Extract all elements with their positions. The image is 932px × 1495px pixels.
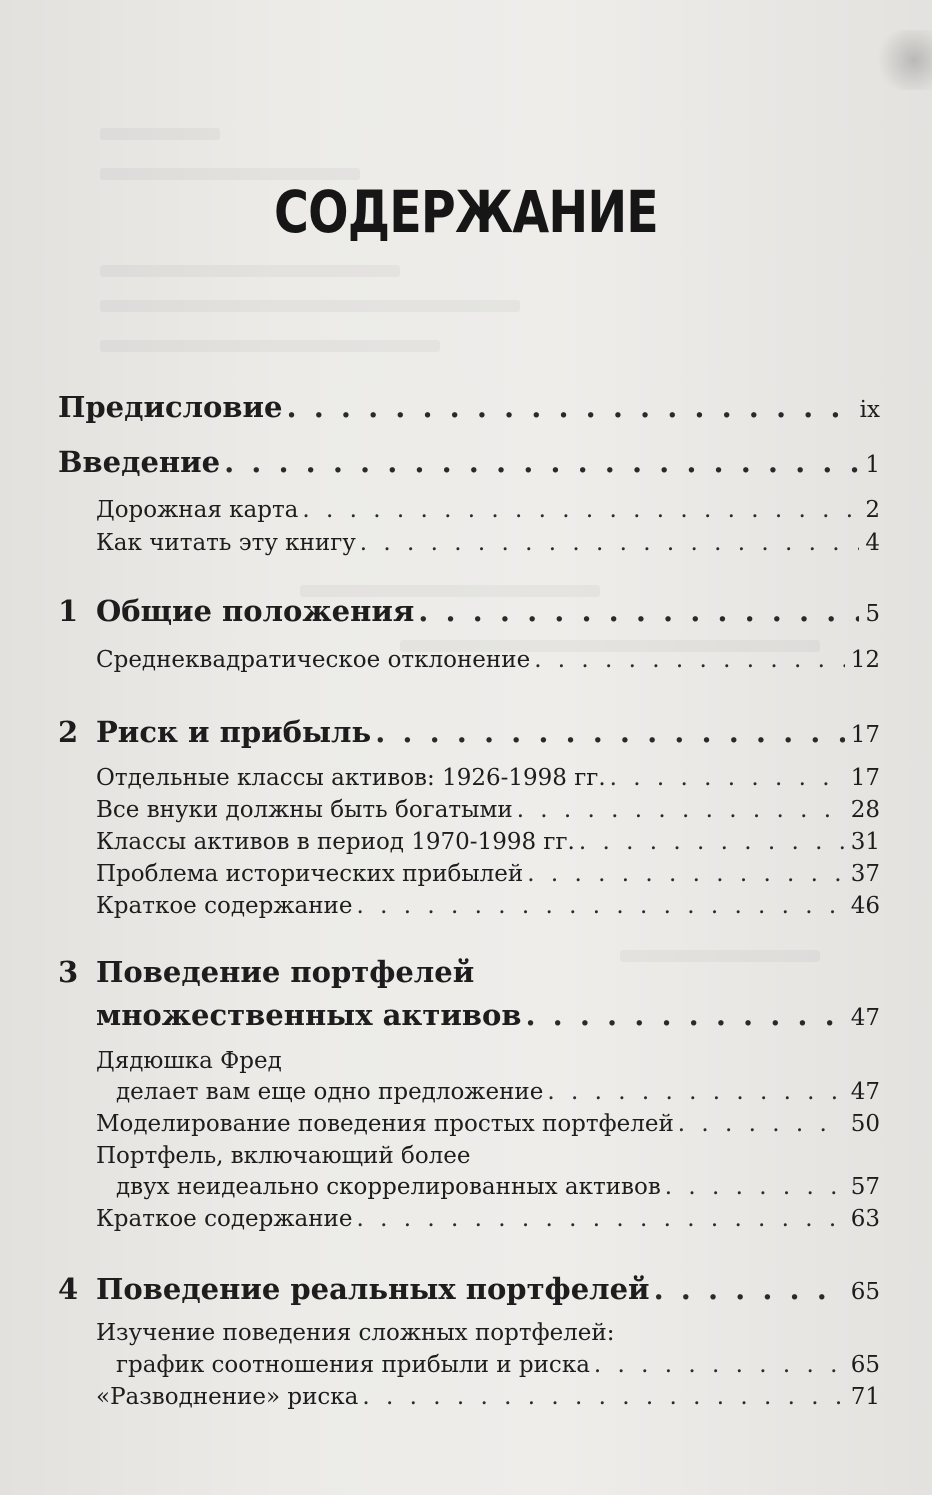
toc-entry-label: «Разводнение» риска	[96, 1384, 359, 1410]
show-through-line	[100, 128, 220, 140]
toc-entry-label: Поведение реальных портфелей	[96, 1272, 650, 1306]
leader-dots	[362, 1384, 844, 1410]
toc-page-number: 1	[865, 452, 880, 478]
toc-subentry	[96, 1111, 880, 1137]
toc-entry-label: двух неидеально скоррелированных активов	[116, 1174, 661, 1200]
toc-subentry	[116, 1174, 880, 1200]
leader-dots	[547, 1079, 844, 1105]
leader-dots	[654, 1272, 845, 1306]
toc-page-number: 57	[850, 1174, 880, 1200]
page-title: СОДЕРЖАНИЕ	[274, 178, 658, 246]
toc-page-number: ix	[859, 397, 880, 423]
leader-dots	[224, 445, 859, 479]
toc-subentry	[96, 861, 880, 887]
chapter-number: 2	[58, 715, 79, 749]
leader-dots	[594, 1352, 845, 1378]
leader-dots	[356, 893, 844, 919]
toc-entry-label: Предисловие	[58, 390, 283, 424]
toc-page-number: 4	[865, 530, 880, 556]
toc-page-number: 71	[850, 1384, 880, 1410]
toc-subentry	[96, 1206, 880, 1232]
toc-page-number: 2	[865, 497, 880, 523]
toc-entry-label: делает вам еще одно предложение	[116, 1079, 544, 1105]
toc-subentry	[96, 1384, 880, 1410]
toc-page-number: 65	[850, 1352, 880, 1378]
chapter-number: 4	[58, 1272, 79, 1306]
toc-entry-label: Краткое содержание	[96, 893, 353, 919]
toc-entry-label: Отдельные классы активов: 1926-1998 гг.	[96, 765, 606, 791]
toc-entry-label: Риск и прибыль	[96, 715, 372, 749]
toc-entry-chapter-4	[58, 1272, 880, 1306]
toc-page-number: 17	[850, 765, 880, 791]
toc-page-number: 47	[850, 1079, 880, 1105]
leader-dots	[418, 594, 859, 628]
leader-dots	[302, 497, 859, 523]
leader-dots	[534, 647, 845, 673]
toc-entry-preface	[58, 390, 880, 424]
show-through-line	[100, 300, 520, 312]
toc-entry-label: Краткое содержание	[96, 1206, 353, 1232]
toc-subentry	[96, 893, 880, 919]
chapter-number: 1	[58, 594, 79, 628]
toc-entry-chapter-3	[96, 998, 880, 1032]
toc-subentry-first-line: Изучение поведения сложных портфелей:	[96, 1320, 615, 1346]
toc-entry-label: Все внуки должны быть богатыми	[96, 797, 513, 823]
toc-subentry	[96, 647, 880, 673]
toc-subentry-first-line: Дядюшка Фред	[96, 1048, 282, 1074]
toc-page-number: 12	[850, 647, 880, 673]
toc-page-number: 37	[850, 861, 880, 887]
toc-entry-chapter-2	[58, 715, 880, 749]
toc-entry-label: Проблема исторических прибылей	[96, 861, 524, 887]
toc-entry-label: Введение	[58, 445, 221, 479]
toc-subentry	[96, 765, 880, 791]
toc-page-number: 5	[865, 601, 880, 627]
toc-subentry	[96, 829, 880, 855]
leader-dots	[287, 390, 854, 424]
toc-entry-introduction	[58, 445, 880, 479]
toc-subentry	[96, 530, 880, 556]
toc-page-number: 47	[850, 1005, 880, 1031]
leader-dots	[678, 1111, 845, 1137]
leader-dots	[517, 797, 845, 823]
toc-subentry	[116, 1352, 880, 1378]
show-through-line	[620, 950, 820, 962]
toc-page-number: 50	[850, 1111, 880, 1137]
toc-entry-label: Классы активов в период 1970-1998 гг.	[96, 829, 575, 855]
leader-dots	[610, 765, 845, 791]
toc-entry-label: Как читать эту книгу	[96, 530, 356, 556]
leader-dots	[375, 715, 845, 749]
leader-dots	[356, 1206, 844, 1232]
toc-entry-label: Среднеквадратическое отклонение	[96, 647, 531, 673]
toc-subentry	[96, 797, 880, 823]
toc-page-number: 17	[850, 722, 880, 748]
show-through-line	[100, 340, 440, 352]
page-edge-shadow	[872, 30, 932, 90]
toc-page-number: 31	[850, 829, 880, 855]
leader-dots	[527, 861, 845, 887]
toc-subentry-first-line: Портфель, включающий более	[96, 1143, 471, 1169]
toc-entry-label: Моделирование поведения простых портфелей	[96, 1111, 674, 1137]
toc-page-number: 63	[850, 1206, 880, 1232]
toc-entry-label: множественных активов	[96, 998, 522, 1032]
toc-entry-label: Поведение портфелей	[96, 955, 475, 989]
toc-entry-label: Дорожная карта	[96, 497, 299, 523]
show-through-line	[100, 265, 400, 277]
leader-dots	[579, 829, 845, 855]
leader-dots	[665, 1174, 845, 1200]
toc-entry-label: Общие положения	[96, 594, 415, 628]
toc-page-number: 65	[850, 1279, 880, 1305]
toc-subentry	[96, 497, 880, 523]
toc-entry-chapter-1	[58, 594, 880, 628]
toc-entry-chapter-3-first-line	[58, 955, 474, 989]
toc-entry-label: график соотношения прибыли и риска	[116, 1352, 590, 1378]
toc-page-number: 28	[850, 797, 880, 823]
toc-subentry	[116, 1079, 880, 1105]
leader-dots	[525, 998, 844, 1032]
leader-dots	[360, 530, 860, 556]
chapter-number: 3	[58, 955, 79, 989]
toc-page-number: 46	[850, 893, 880, 919]
